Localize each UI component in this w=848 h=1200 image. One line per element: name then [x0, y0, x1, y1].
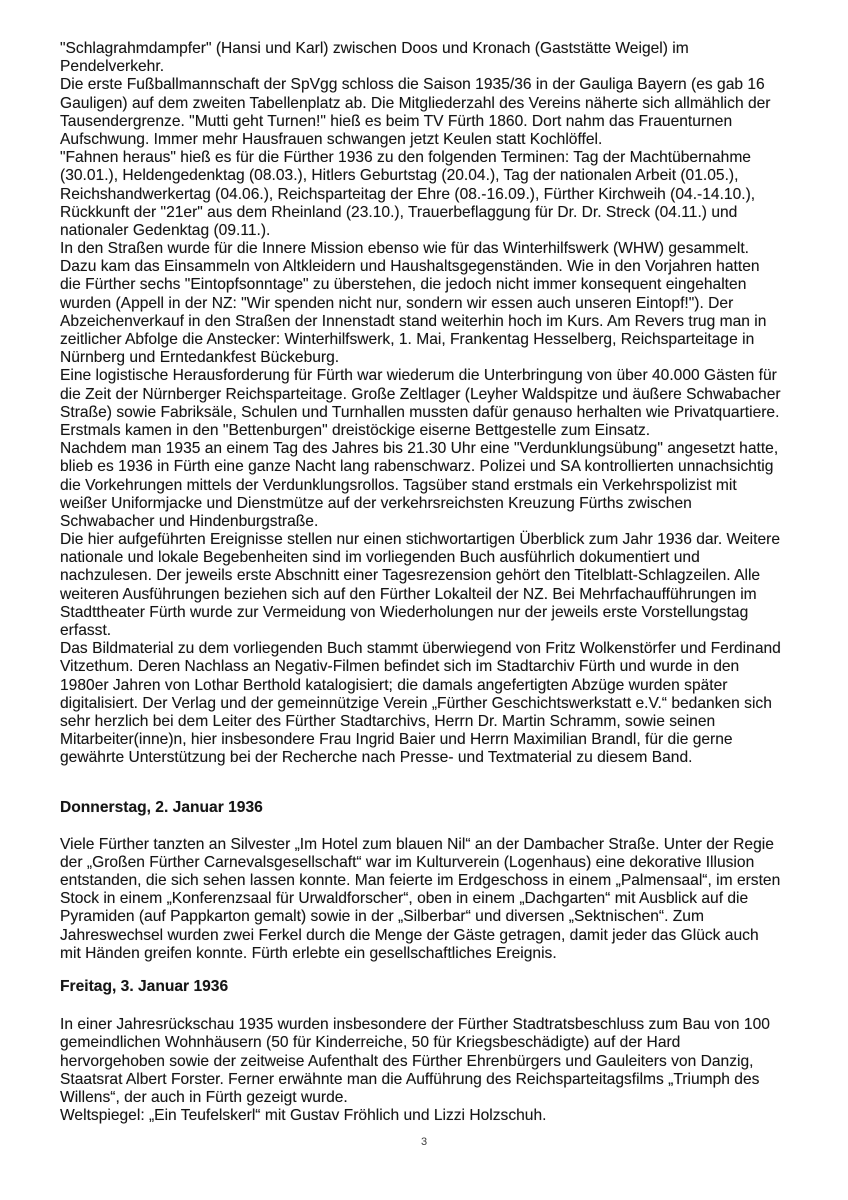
paragraph: [60, 367, 794, 440]
text-line: Rückkunft der "21er" aus dem Rheinland (23.10.), Trauerbeflaggung für Dr. Dr. Streck (04.11.) und: [60, 203, 738, 221]
section-heading: Donnerstag, 2. Januar 1936: [60, 798, 263, 816]
text-line: Schwabacher und Hindenburgstraße.: [60, 512, 319, 530]
text-line: "Fahnen heraus" hieß es für die Fürther 1936 zu den folgenden Terminen: Tag der Machtübernahme: [60, 149, 751, 167]
paragraph: [60, 640, 794, 767]
paragraph: [60, 1107, 794, 1125]
text-line: In einer Jahresrückschau 1935 wurden insbesondere der Fürther Stadtratsbeschluss zum Bau von 100: [60, 1016, 770, 1034]
text-line: nachzulesen. Der jeweils erste Abschnitt einer Tagesrezension gehört den Titelblatt-Schlagzeilen. Alle: [60, 567, 761, 585]
text-line: nationale und lokale Begebenheiten sind im vorliegenden Buch ausführlich dokumentiert und: [60, 549, 700, 567]
text-line: Das Bildmaterial zu dem vorliegenden Buch stammt überwiegend von Fritz Wolkenstörfer und Ferdinand: [60, 640, 781, 658]
text-line: Nachdem man 1935 an einem Tag des Jahres bis 21.30 Uhr eine "Verdunklungsübung" angesetzt hatte,: [60, 440, 779, 458]
paragraph: [60, 440, 794, 531]
text-line: Aufschwung. Immer mehr Hausfrauen schwangen jetzt Keulen statt Kochlöffel.: [60, 130, 603, 148]
paragraph: [60, 149, 794, 240]
text-line: Willens“, der auch in Fürth gezeigt wurde.: [60, 1088, 348, 1106]
text-line: (30.01.), Heldengedenktag (08.03.), Hitlers Geburtstag (20.04.), Tag der nationalen Arbeit (01.05.),: [60, 167, 739, 185]
text-line: Vitzethum. Deren Nachlass an Negativ-Filmen befindet sich im Stadtarchiv Fürth und wurde in den: [60, 658, 740, 676]
text-line: Abzeichenverkauf in den Straßen der Innenstadt stand weiterhin hoch im Kurs. Am Revers trug man in: [60, 312, 767, 330]
paragraph: [60, 240, 794, 367]
text-line: entstanden, die sich sehen lassen konnte. Man feierte im Erdgeschoss in einem „Palmensaal“, im ersten: [60, 872, 781, 890]
text-line: Nürnberg und Erntedankfest Bückeburg.: [60, 349, 340, 367]
text-line: nationaler Gedenktag (09.11.).: [60, 221, 271, 239]
text-line: Eine logistische Herausforderung für Fürth war wiederum die Unterbringung von über 40.000 Gästen für: [60, 367, 777, 385]
text-line: Tausendergrenze. "Mutti geht Turnen!" hieß es beim TV Fürth 1860. Dort nahm das Frauenturnen: [60, 112, 733, 130]
text-line: weißer Uniformjacke und Dienstmütze auf der verkehrsreichsten Kreuzung Fürths zwischen: [60, 494, 692, 512]
text-line: die Vorkehrungen mittels der Verdunklungsrollos. Tagsüber stand erstmals ein Verkehrspolizist mit: [60, 476, 737, 494]
text-line: Staatsrat Albert Forster. Ferner erwähnte man die Aufführung des Reichsparteitagsfilms „Triumph des: [60, 1070, 760, 1088]
text-line: mit Händen greifen konnte. Fürth erlebte ein gesellschaftliches Ereignis.: [60, 944, 557, 962]
text-line: Erstmals kamen in den "Bettenburgen" dreistöckige eiserne Bettgestelle zum Einsatz.: [60, 421, 651, 439]
text-line: hervorgehoben sowie der zeitweise Aufenthalt des Fürther Ehrenbürgers und Gauleiters von Danzig,: [60, 1052, 754, 1070]
text-line: sehr herzlich bei dem Leiter des Fürther Stadtarchivs, Herrn Dr. Martin Schramm, sowie seinen: [60, 712, 716, 730]
text-line: Jahreswechsel wurden zwei Ferkel durch die Menge der Gäste getragen, damit jeder das Glück auch: [60, 926, 759, 944]
text-line: Stock in einem „Konferenzsaal für Urwaldforscher“, oben in einem „Dachgarten“ mit Ausblick auf die: [60, 890, 749, 908]
text-line: Stadttheater Fürth wurde zur Vermeidung von Wiederholungen nur der jeweils erste Vorstellungstag: [60, 603, 749, 621]
section-heading: Freitag, 3. Januar 1936: [60, 978, 229, 995]
text-line: digitalisiert. Der Verlag und der gemeinnützige Verein „Fürther Geschichtswerkstatt e.V.“ bedanken sich: [60, 694, 772, 712]
text-line: weiteren Ausführungen beziehen sich auf den Fürther Lokalteil der NZ. Bei Mehrfachaufführungen im: [60, 585, 757, 603]
text-line: die Fürther sechs "Eintopfsonntage" zu überstehen, die jedoch nicht immer konsequent eingehalten: [60, 276, 747, 294]
paragraph: [60, 76, 794, 149]
text-line: Pyramiden (auf Pappkarton gemalt) sowie in der „Silberbar“ und diversen „Sektnischen“. Zum: [60, 908, 704, 926]
text-line: 1980er Jahren von Lothar Berthold katalogisiert; die damals angefertigten Abzüge wurden später: [60, 676, 728, 694]
text-line: Dazu kam das Einsammeln von Altkleidern und Haushaltsgegenständen. Wie in den Vorjahren hatten: [60, 258, 760, 276]
paragraph: [60, 531, 794, 640]
page-number: 3: [420, 1136, 428, 1148]
text-line: Reichshandwerkertag (04.06.), Reichsparteitag der Ehre (08.-16.09.), Fürther Kirchweih (04.-14.10.),: [60, 185, 756, 203]
text-line: blieb es 1936 in Fürth eine ganze Nacht lang rabenschwarz. Polizei und SA kontrollierten unnachsichtig: [60, 458, 774, 476]
text-line: In den Straßen wurde für die Innere Mission ebenso wie für das Winterhilfswerk (WHW) gesammelt.: [60, 240, 749, 258]
text-line: Gauligen) auf dem zweiten Tabellenplatz ab. Die Mitgliederzahl des Vereins näherte sich allmählich der: [60, 94, 771, 112]
text-line: Die hier aufgeführten Ereignisse stellen nur einen stichwortartigen Überblick zum Jahr 1936 dar. Weitere: [60, 531, 780, 549]
text-line: Viele Fürther tanzten an Silvester „Im Hotel zum blauen Nil“ an der Dambacher Straße. Unter der Regie: [60, 835, 774, 853]
text-line: Die erste Fußballmannschaft der SpVgg schloss die Saison 1935/36 in der Gauliga Bayern (es gab 16: [60, 76, 765, 94]
text-line: gemeindlichen Wohnhäusern (50 für Kinderreiche, 50 für Kriegsbeschädigte) auf der Hard: [60, 1034, 681, 1052]
text-line: Straße) sowie Fabriksäle, Schulen und Turnhallen mussten dafür genauso herhalten wie Privatquartiere.: [60, 403, 780, 421]
text-line: zeitlicher Abfolge die Anstecker: Winterhilfswerk, 1. Mai, Frankentag Hesselberg, Reichsparteitage in: [60, 331, 755, 348]
text-line: der „Großen Fürther Carnevalsgesellschaft“ war im Kulturverein (Logenhaus) eine dekorative Illusion: [60, 853, 755, 871]
text-line: "Schlagrahmdampfer" (Hansi und Karl) zwischen Doos und Kronach (Gaststätte Weigel) im: [60, 40, 689, 57]
paragraph: [60, 1016, 794, 1107]
text-line: Weltspiegel: „Ein Teufelskerl“ mit Gustav Fröhlich und Lizzi Holzschuh.: [60, 1107, 547, 1125]
text-line: Pendelverkehr.: [60, 58, 165, 76]
text-line: erfasst.: [60, 622, 112, 639]
text-line: gewährte Unterstützung bei der Recherche nach Presse- und Textmaterial zu diesem Band.: [60, 749, 693, 767]
text-line: Mitarbeiter(inne)n, hier insbesondere Frau Ingrid Baier und Herrn Maximilian Brandl, für die gerne: [60, 731, 733, 749]
paragraph: [60, 836, 794, 963]
text-line: die Zeit der Nürnberger Reichsparteitage. Große Zeltlager (Leyher Waldspitze und äußere Schwabacher: [60, 385, 781, 403]
document-body: [60, 40, 794, 1125]
text-line: wurden (Appell in der NZ: "Wir spenden nicht nur, sondern wir essen auch unseren Eintopf!"). Der: [60, 294, 734, 312]
paragraph: [60, 40, 794, 76]
